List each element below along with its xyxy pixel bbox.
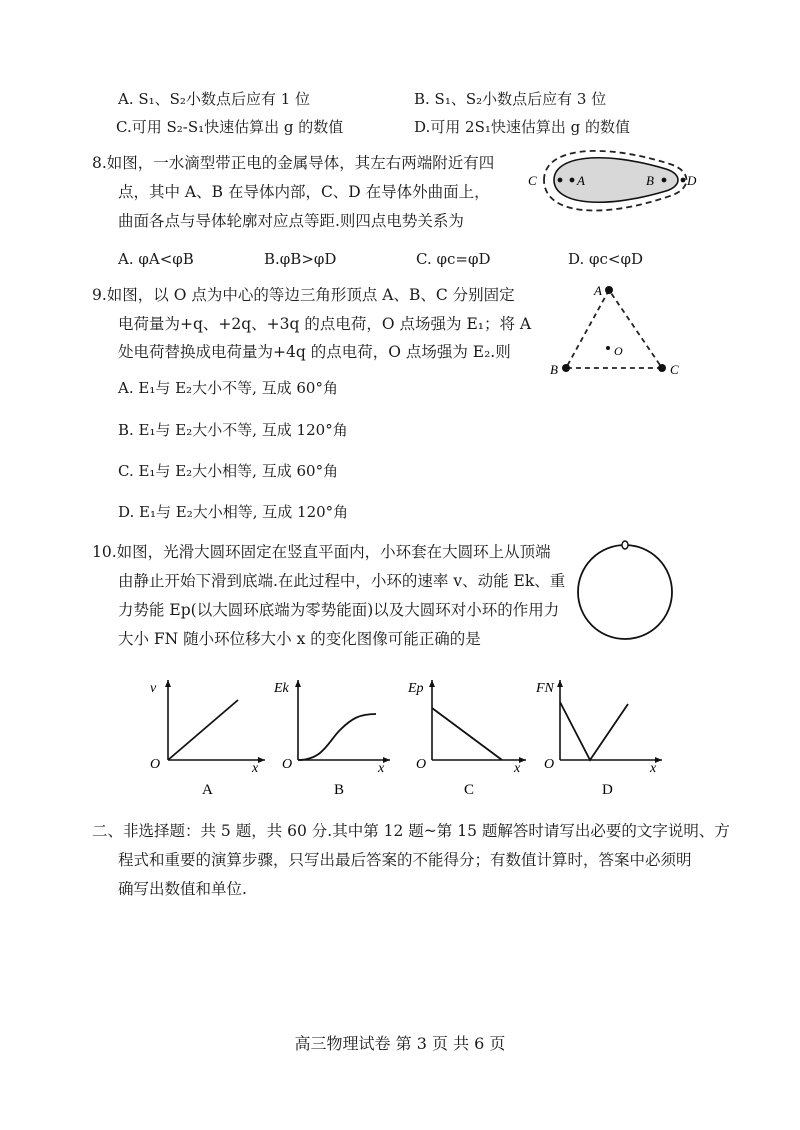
graph-c-origin: O	[416, 757, 427, 772]
graph-a-x-arrow	[258, 757, 265, 763]
q7-option-b: B. S₁、S₂小数点后应有 3 位	[414, 90, 607, 108]
q8-point-b	[662, 178, 667, 183]
graph-a-curve	[168, 700, 238, 760]
q7-option-d: D.可用 2S₁快速估算出 g 的数值	[414, 118, 630, 136]
graph-d-y-arrow	[557, 680, 563, 687]
graph-a-y-arrow	[165, 680, 171, 687]
q9-option-a: A. E₁与 E₂大小不等, 互成 60°角	[118, 379, 338, 397]
q9-option-b: B. E₁与 E₂大小不等, 互成 120°角	[118, 421, 348, 439]
section2-line-1: 二、非选择题：共 5 题，共 60 分.其中第 12 题~第 15 题解答时请写出必要的文字说明、方	[92, 822, 730, 840]
q10-small-ring	[622, 541, 628, 549]
q8-label-c: C	[528, 173, 537, 188]
q10-line-2: 由静止开始下滑到底端.在此过程中，小环的速率 v、动能 Ek、重	[118, 572, 566, 590]
q9-line-1: 9.如图，以 O 点为中心的等边三角形顶点 A、B、C 分别固定	[92, 286, 515, 304]
q8-label-a: A	[577, 173, 585, 188]
q8-point-d	[681, 178, 686, 183]
q10-graph-c	[404, 670, 534, 800]
graph-a-ylabel: v	[150, 681, 157, 696]
q8-line-3: 曲面各点与导体轮廓对应点等距.则四点电势关系为	[118, 212, 464, 230]
q9-label-b: B	[550, 362, 558, 377]
page-footer: 高三物理试卷 第 3 页 共 6 页	[294, 1034, 506, 1053]
graph-b-xlabel: x	[378, 761, 385, 776]
q8-point-c	[558, 178, 563, 183]
q9-triangle-figure	[546, 278, 696, 383]
q9-option-d: D. E₁与 E₂大小相等, 互成 120°角	[118, 503, 349, 521]
q9-line-2: 电荷量为+q、+2q、+3q 的点电荷，O 点场强为 E₁；将 A	[118, 315, 532, 333]
q10-line-4: 大小 FN 随小环位移大小 x 的变化图像可能正确的是	[118, 630, 481, 648]
q8-point-a	[570, 178, 575, 183]
q8-line-1: 8.如图，一水滴型带正电的金属导体，其左右两端附近有四	[92, 154, 495, 172]
q8-waterdrop-figure	[520, 138, 700, 228]
q8-option-b: B.φB>φD	[264, 250, 337, 268]
q10-graph-a	[140, 670, 270, 800]
q8-label-d: D	[687, 173, 697, 188]
q7-option-a: A. S₁、S₂小数点后应有 1 位	[118, 90, 311, 108]
graph-c-ylabel: Ep	[408, 681, 424, 696]
q10-line-3: 力势能 Ep(以大圆环底端为零势能面)以及大圆环对小环的作用力	[118, 601, 560, 619]
q9-label-a: A	[594, 283, 602, 298]
graph-a-origin: O	[150, 757, 161, 772]
graph-b-caption: B	[334, 782, 345, 798]
q9-charge-b	[562, 364, 570, 372]
q10-graph-b	[268, 670, 398, 800]
graph-d-curve	[560, 702, 628, 760]
q9-point-o	[606, 346, 610, 350]
q8-line-2: 点，其中 A、B 在导体内部，C、D 在导体外曲面上，	[118, 183, 490, 201]
section2-line-2: 程式和重要的演算步骤，只写出最后答案的不能得分；有数值计算时，答案中必须明	[118, 851, 692, 869]
graph-c-y-arrow	[429, 680, 435, 687]
graph-c-caption: C	[464, 782, 475, 798]
q9-line-3: 处电荷替换成电荷量为+4q 的点电荷，O 点场强为 E₂.则	[118, 343, 511, 361]
q7-option-c: C.可用 S₂-S₁快速估算出 g 的数值	[116, 118, 344, 136]
q10-line-1: 10.如图，光滑大圆环固定在竖直平面内，小环套在大圆环上从顶端	[92, 543, 551, 561]
graph-b-y-arrow	[295, 680, 301, 687]
graph-d-origin: O	[544, 757, 555, 772]
q8-option-a: A. φA<φB	[118, 250, 194, 268]
q10-graph-d	[530, 670, 670, 800]
graph-d-xlabel: x	[650, 761, 657, 776]
graph-b-origin: O	[282, 757, 293, 772]
q9-charge-c	[658, 364, 666, 372]
q8-option-c: C. φc=φD	[416, 250, 491, 268]
q10-big-ring	[578, 545, 672, 639]
graph-b-curve	[298, 714, 376, 760]
q9-option-c: C. E₁与 E₂大小相等, 互成 60°角	[118, 462, 339, 480]
graph-b-ylabel: Ek	[274, 681, 289, 696]
q9-charge-a	[605, 286, 613, 294]
graph-d-ylabel: FN	[536, 681, 554, 696]
graph-d-caption: D	[602, 782, 613, 798]
q8-option-d: D. φc<φD	[568, 250, 644, 268]
graph-a-xlabel: x	[252, 761, 259, 776]
graph-c-curve	[432, 708, 502, 760]
q9-label-c: C	[670, 362, 679, 377]
q8-label-b: B	[646, 173, 654, 188]
graph-a-caption: A	[202, 782, 213, 798]
q9-label-o: O	[614, 344, 623, 358]
section2-line-3: 确写出数值和单位.	[118, 880, 247, 898]
graph-c-xlabel: x	[514, 761, 521, 776]
q10-ring-figure	[570, 535, 680, 645]
